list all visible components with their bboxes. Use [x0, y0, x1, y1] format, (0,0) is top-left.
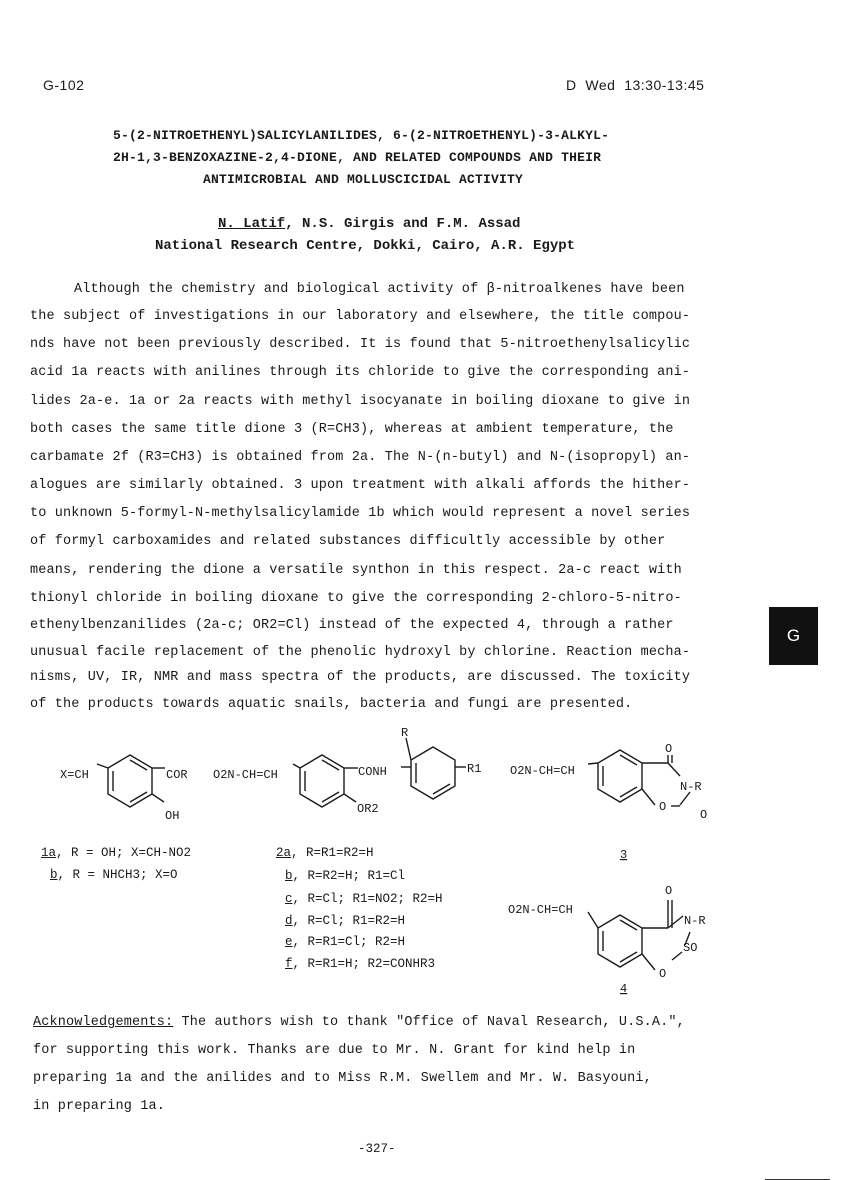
title-line-2: 2H-1,3-BENZOXAZINE-2,4-DIONE, AND RELATED COMPOUNDS AND THEIR	[113, 150, 602, 165]
compound-desc: , R=Cl; R1=NO2; R2=H	[292, 892, 443, 906]
co-authors: , N.S. Girgis and F.M. Assad	[285, 216, 521, 232]
compound-desc: , R=Cl; R1=R2=H	[292, 914, 406, 928]
abstract-line: of the products towards aquatic snails, bacteria and fungi are presented.	[30, 697, 633, 712]
abstract-line: nds have not been previously described. It is found that 5-nitroethenylsalicylic	[30, 337, 691, 352]
s3-o-ring: O	[659, 800, 667, 814]
s4-o-ring: O	[659, 967, 667, 981]
s4-so: SO	[683, 941, 698, 955]
abstract-line: both cases the same title dione 3 (R=CH3), whereas at ambient temperature, the	[30, 422, 674, 437]
acknowledgement-line	[33, 1015, 685, 1030]
abstract-line: means, rendering the dione a versatile synthon in this respect. 2a-c react with	[30, 563, 682, 578]
s3-n-r: N-R	[680, 780, 702, 794]
acknowledgement-line: preparing 1a and the anilides and to Miss R.M. Swellem and Mr. W. Basyouni,	[33, 1071, 652, 1086]
acknowledgement-line: for supporting this work. Thanks are due to Mr. N. Grant for kind help in	[33, 1043, 636, 1058]
s1-cor: COR	[166, 768, 188, 782]
title-line-3: ANTIMICROBIAL AND MOLLUSCICIDAL ACTIVITY	[203, 172, 524, 187]
s4-o-carbonyl: O	[665, 884, 673, 898]
compound-desc: , R = NHCH3; X=O	[57, 868, 178, 882]
s1-substituent: X=CH	[60, 768, 89, 782]
legend-2-item	[276, 846, 374, 860]
abstract-line: alogues are similarly obtained. 3 upon treatment with alkali affords the hither-	[30, 478, 691, 493]
compound-code: b	[285, 869, 293, 883]
legend-1-item	[41, 846, 191, 860]
title-line-1: 5-(2-NITROETHENYL)SALICYLANILIDES, 6-(2-NITROETHENYL)-3-ALKYL-	[113, 128, 610, 143]
s2-substituent: O2N-CH=CH	[213, 768, 278, 782]
s3-o-carbonyl: O	[665, 742, 673, 756]
abstract-line: acid 1a reacts with anilines through its chloride to give the corresponding ani-	[30, 365, 691, 380]
compound-desc: , R=R1=R2=H	[291, 846, 374, 860]
s2-r1: R1	[467, 762, 482, 776]
presenting-author: N. Latif	[218, 216, 286, 232]
compound-code: 1a	[41, 846, 57, 860]
legend-1-item	[50, 868, 178, 882]
compound-code: b	[50, 868, 58, 882]
acknowledgement-line: in preparing 1a.	[33, 1099, 166, 1114]
abstract-code: G-102	[43, 77, 85, 93]
compound-code: f	[285, 957, 293, 971]
abstract-line: carbamate 2f (R3=CH3) is obtained from 2a. The N-(n-butyl) and N-(isopropyl) an-	[30, 450, 691, 465]
compound-desc: , R = OH; X=CH-NO2	[56, 846, 192, 860]
compound-desc: , R=R1=Cl; R2=H	[292, 935, 406, 949]
legend-2-item	[285, 957, 435, 971]
abstract-line: of formyl carboxamides and related substances difficultly accessible by other	[30, 534, 666, 549]
acknowledgement-text: The authors wish to thank "Office of Naval Research, U.S.A.",	[173, 1015, 685, 1030]
session-time: D Wed 13:30-13:45	[566, 77, 705, 93]
abstract-line: nisms, UV, IR, NMR and mass spectra of the products, are discussed. The toxicity	[30, 670, 691, 685]
affiliation: National Research Centre, Dokki, Cairo, A.R. Egypt	[155, 238, 576, 254]
compound-desc: , R=R2=H; R1=Cl	[292, 869, 406, 883]
compound-desc: , R=R1=H; R2=CONHR3	[292, 957, 436, 971]
legend-2-item	[285, 914, 405, 928]
compound-code: c	[285, 892, 293, 906]
abstract-line: lides 2a-e. 1a or 2a reacts with methyl isocyanate in boiling dioxane to give in	[30, 394, 691, 409]
legend-2-item	[285, 869, 405, 883]
abstract-line: ethenylbenzanilides (2a-c; OR2=Cl) instead of the expected 4, through a rather	[30, 618, 674, 633]
section-tab: G	[769, 607, 818, 665]
s4-substituent: O2N-CH=CH	[508, 903, 573, 917]
compound-code: e	[285, 935, 293, 949]
abstract-line: Although the chemistry and biological activity of β-nitroalkenes have been	[74, 282, 685, 297]
s4-n-r: N-R	[684, 914, 706, 928]
s2-r: R	[401, 726, 409, 740]
page-number: -327-	[358, 1142, 396, 1156]
s2-or2: OR2	[357, 802, 379, 816]
abstract-line: thionyl chloride in boiling dioxane to give the corresponding 2-chloro-5-nitro-	[30, 591, 682, 606]
s4-label: 4	[620, 982, 628, 996]
compound-code: d	[285, 914, 293, 928]
s1-oh: OH	[165, 809, 180, 823]
abstract-line: to unknown 5-formyl-N-methylsalicylamide 1b which would represent a novel series	[30, 506, 691, 521]
abstract-line: unusual facile replacement of the phenolic hydroxyl by chlorine. Reaction mecha-	[30, 645, 691, 660]
s3-label: 3	[620, 848, 628, 862]
s3-o-exo: O	[700, 808, 708, 822]
compound-code: 2a	[276, 846, 292, 860]
authors	[218, 216, 520, 232]
s2-conh: CONH	[358, 765, 387, 779]
s3-substituent: O2N-CH=CH	[510, 764, 575, 778]
legend-2-item	[285, 935, 405, 949]
acknowledgement-label: Acknowledgements:	[33, 1015, 174, 1030]
abstract-line: the subject of investigations in our laboratory and elsewhere, the title compou-	[30, 309, 691, 324]
legend-2-item	[285, 892, 443, 906]
